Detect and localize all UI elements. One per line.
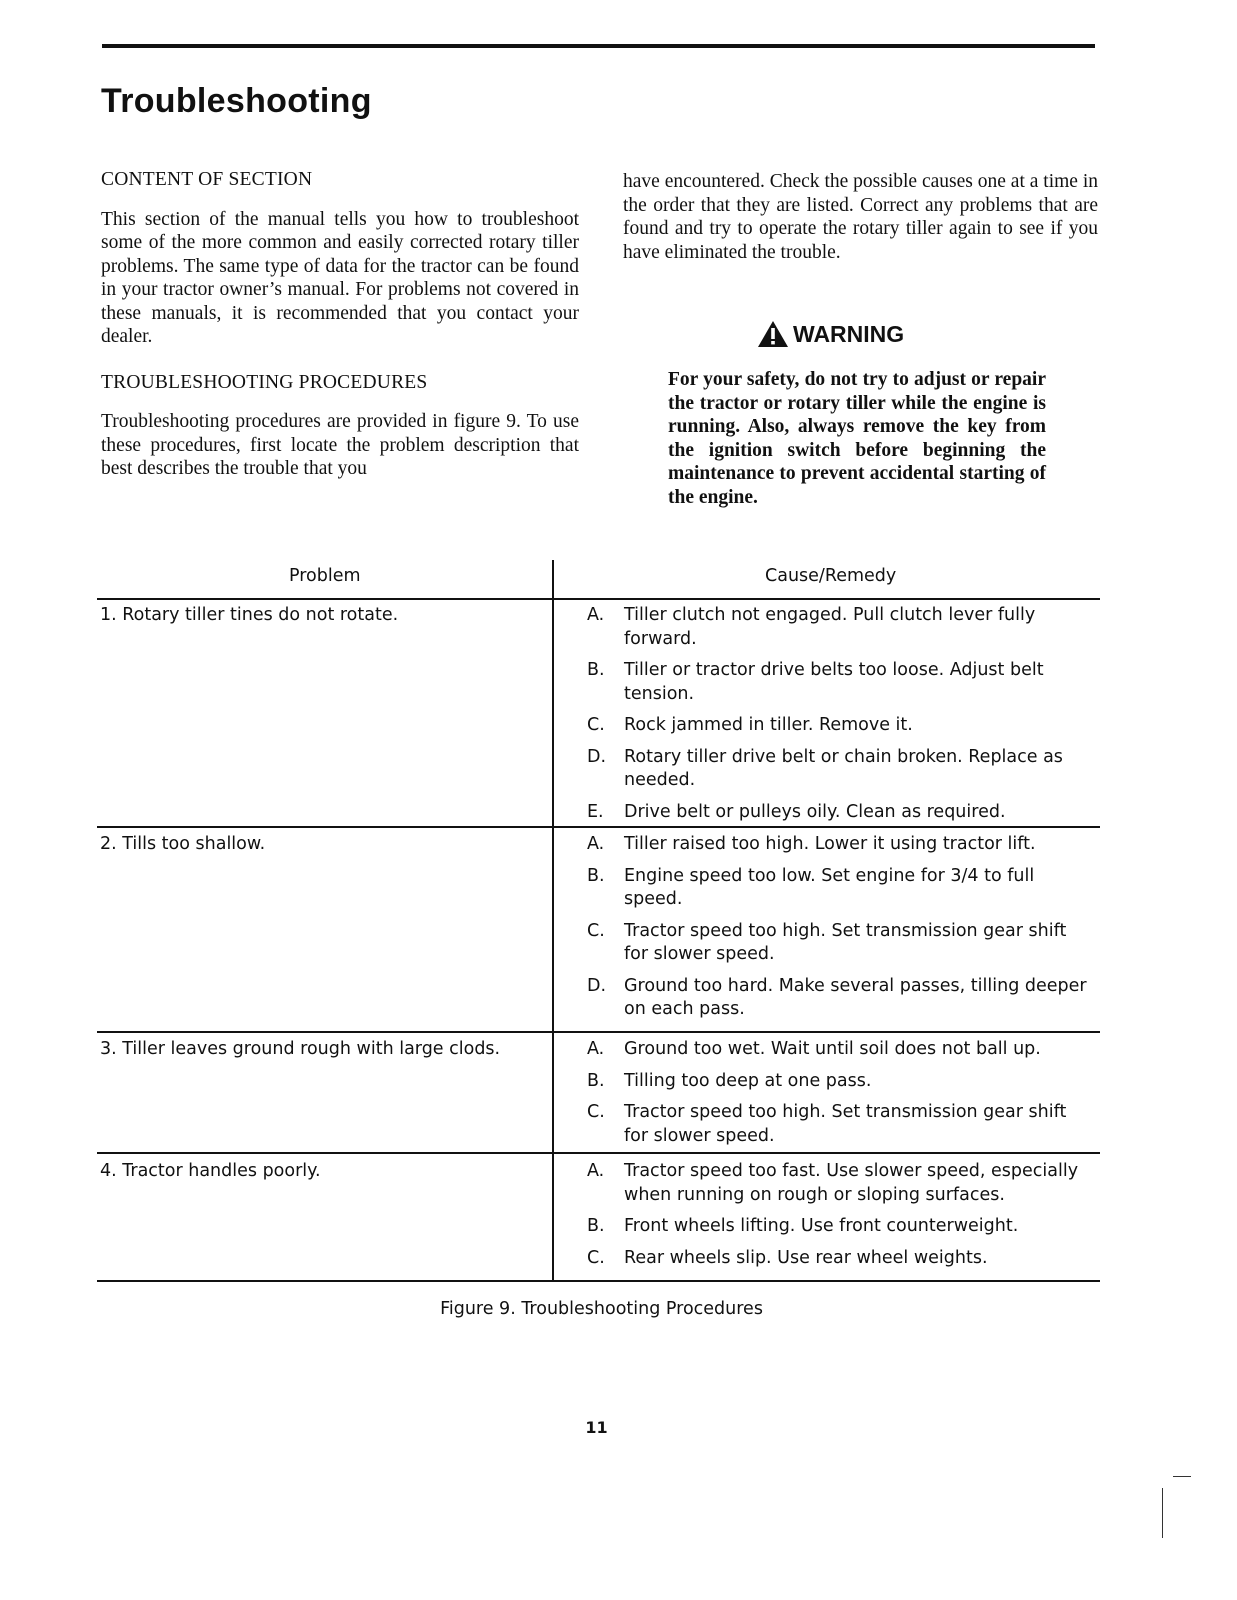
remedy-text: Front wheels lifting. Use front counterweight. bbox=[624, 1216, 1019, 1236]
procedures-section-paragraph: Troubleshooting procedures are provided in figure 9. To use these procedures, first locate the problem description that best describes the trouble that you bbox=[101, 411, 579, 479]
row-rule bbox=[97, 1152, 1100, 1154]
remedy-item bbox=[587, 1101, 1087, 1148]
remedy-item bbox=[587, 833, 1087, 857]
remedy-letter: E. bbox=[587, 801, 604, 822]
warning-text: For your safety, do not try to adjust or repair the tractor or rotary tiller while the engine is running. Also, always remove the key from the ignition switch before beginning the maintenance to prevent accidental starting of the engine. bbox=[668, 369, 1046, 508]
remedy-item bbox=[587, 1215, 1087, 1239]
remedy-cell bbox=[587, 1160, 1087, 1278]
remedy-item bbox=[587, 1247, 1087, 1271]
remedy-text: Tiller raised too high. Lower it using tractor lift. bbox=[624, 834, 1036, 854]
remedy-text: Tractor speed too high. Set transmission gear shift for slower speed. bbox=[624, 1102, 1067, 1146]
remedy-letter: B. bbox=[587, 865, 605, 886]
problem-column-header: Problem bbox=[289, 566, 361, 586]
warning-triangle-icon bbox=[757, 320, 789, 348]
problem-cell: 1. Rotary tiller tines do not rotate. bbox=[100, 605, 399, 625]
right-column bbox=[623, 170, 1098, 264]
remedy-text: Tilling too deep at one pass. bbox=[624, 1070, 872, 1091]
remedy-text: Tractor speed too fast. Use slower speed, especially when running on rough or sloping surfaces. bbox=[624, 1161, 1079, 1205]
problem-cell: 2. Tills too shallow. bbox=[100, 834, 266, 854]
remedy-letter: C. bbox=[587, 920, 605, 941]
remedy-item bbox=[587, 746, 1087, 793]
remedy-letter: C. bbox=[587, 715, 605, 735]
remedy-letter: B. bbox=[587, 1216, 605, 1236]
content-section-paragraph: This section of the manual tells you how to troubleshoot some of the more common and easily corrected rotary tiller problems. The same type of data for the tractor can be found in your tractor owner’s manual. For problems not covered in these manuals, it is recommended that you contact your dealer. bbox=[101, 208, 579, 347]
warning-label: WARNING bbox=[793, 320, 905, 347]
remedy-item bbox=[587, 1070, 1087, 1094]
remedy-cell bbox=[587, 604, 1087, 832]
remedy-letter: C. bbox=[587, 1102, 605, 1122]
remedy-text: Engine speed too low. Set engine for 3/4 to full speed. bbox=[624, 865, 1035, 909]
remedy-item bbox=[587, 1160, 1087, 1207]
row-rule bbox=[97, 1280, 1100, 1282]
table-column-divider bbox=[552, 560, 554, 1281]
remedy-text: Ground too wet. Wait until soil does not ball up. bbox=[624, 1039, 1041, 1059]
remedy-cell bbox=[587, 1038, 1087, 1156]
remedy-letter: C. bbox=[587, 1247, 605, 1268]
remedy-item bbox=[587, 975, 1087, 1022]
remedy-item bbox=[587, 1038, 1087, 1062]
remedy-text: Tractor speed too high. Set transmission gear shift for slower speed. bbox=[624, 920, 1067, 964]
problem-cell: 3. Tiller leaves ground rough with large clods. bbox=[100, 1039, 501, 1059]
remedy-text: Rock jammed in tiller. Remove it. bbox=[624, 715, 913, 735]
remedy-letter: B. bbox=[587, 660, 605, 680]
left-column bbox=[101, 168, 579, 481]
remedy-text: Drive belt or pulleys oily. Clean as required. bbox=[624, 801, 1006, 822]
remedy-text: Ground too hard. Make several passes, tilling deeper on each pass. bbox=[624, 975, 1087, 1019]
content-section-heading: CONTENT OF SECTION bbox=[101, 169, 313, 190]
page-title: Troubleshooting bbox=[101, 82, 372, 120]
remedy-text: Rotary tiller drive belt or chain broken. Replace as needed. bbox=[624, 746, 1063, 790]
page-number: 11 bbox=[585, 1418, 608, 1437]
figure-caption: Figure 9. Troubleshooting Procedures bbox=[440, 1299, 763, 1319]
crop-mark bbox=[1173, 1476, 1191, 1477]
remedy-letter: D. bbox=[587, 975, 607, 996]
remedy-column-header: Cause/Remedy bbox=[765, 566, 897, 586]
remedy-letter: A. bbox=[587, 834, 605, 854]
remedy-letter: A. bbox=[587, 1161, 605, 1181]
remedy-item bbox=[587, 865, 1087, 912]
remedy-item bbox=[587, 920, 1087, 967]
row-rule bbox=[97, 1031, 1100, 1033]
remedy-item bbox=[587, 604, 1087, 651]
remedy-text: Rear wheels slip. Use rear wheel weights. bbox=[624, 1247, 988, 1268]
crop-mark bbox=[1162, 1488, 1163, 1538]
remedy-letter: A. bbox=[587, 1039, 605, 1059]
row-rule bbox=[97, 826, 1100, 828]
procedures-section-heading: TROUBLESHOOTING PROCEDURES bbox=[101, 371, 428, 393]
remedy-cell bbox=[587, 833, 1087, 1030]
remedy-item bbox=[587, 659, 1087, 706]
remedy-item bbox=[587, 714, 1087, 738]
remedy-text: Tiller clutch not engaged. Pull clutch lever fully forward. bbox=[624, 605, 1036, 649]
procedures-section-continuation: have encountered. Check the possible causes one at a time in the order that they are listed. Correct any problems that are found and try to operate the rotary tiller again to see if you have eliminated the trouble. bbox=[623, 171, 1098, 263]
header-rule bbox=[97, 598, 1100, 600]
problem-cell: 4. Tractor handles poorly. bbox=[100, 1161, 321, 1181]
remedy-letter: D. bbox=[587, 746, 607, 767]
remedy-text: Tiller or tractor drive belts too loose. Adjust belt tension. bbox=[624, 660, 1044, 704]
top-rule bbox=[102, 44, 1095, 48]
troubleshooting-table bbox=[97, 560, 1100, 1282]
remedy-item bbox=[587, 801, 1087, 825]
warning-header bbox=[757, 320, 904, 348]
remedy-letter: A. bbox=[587, 605, 605, 625]
remedy-letter: B. bbox=[587, 1070, 605, 1091]
